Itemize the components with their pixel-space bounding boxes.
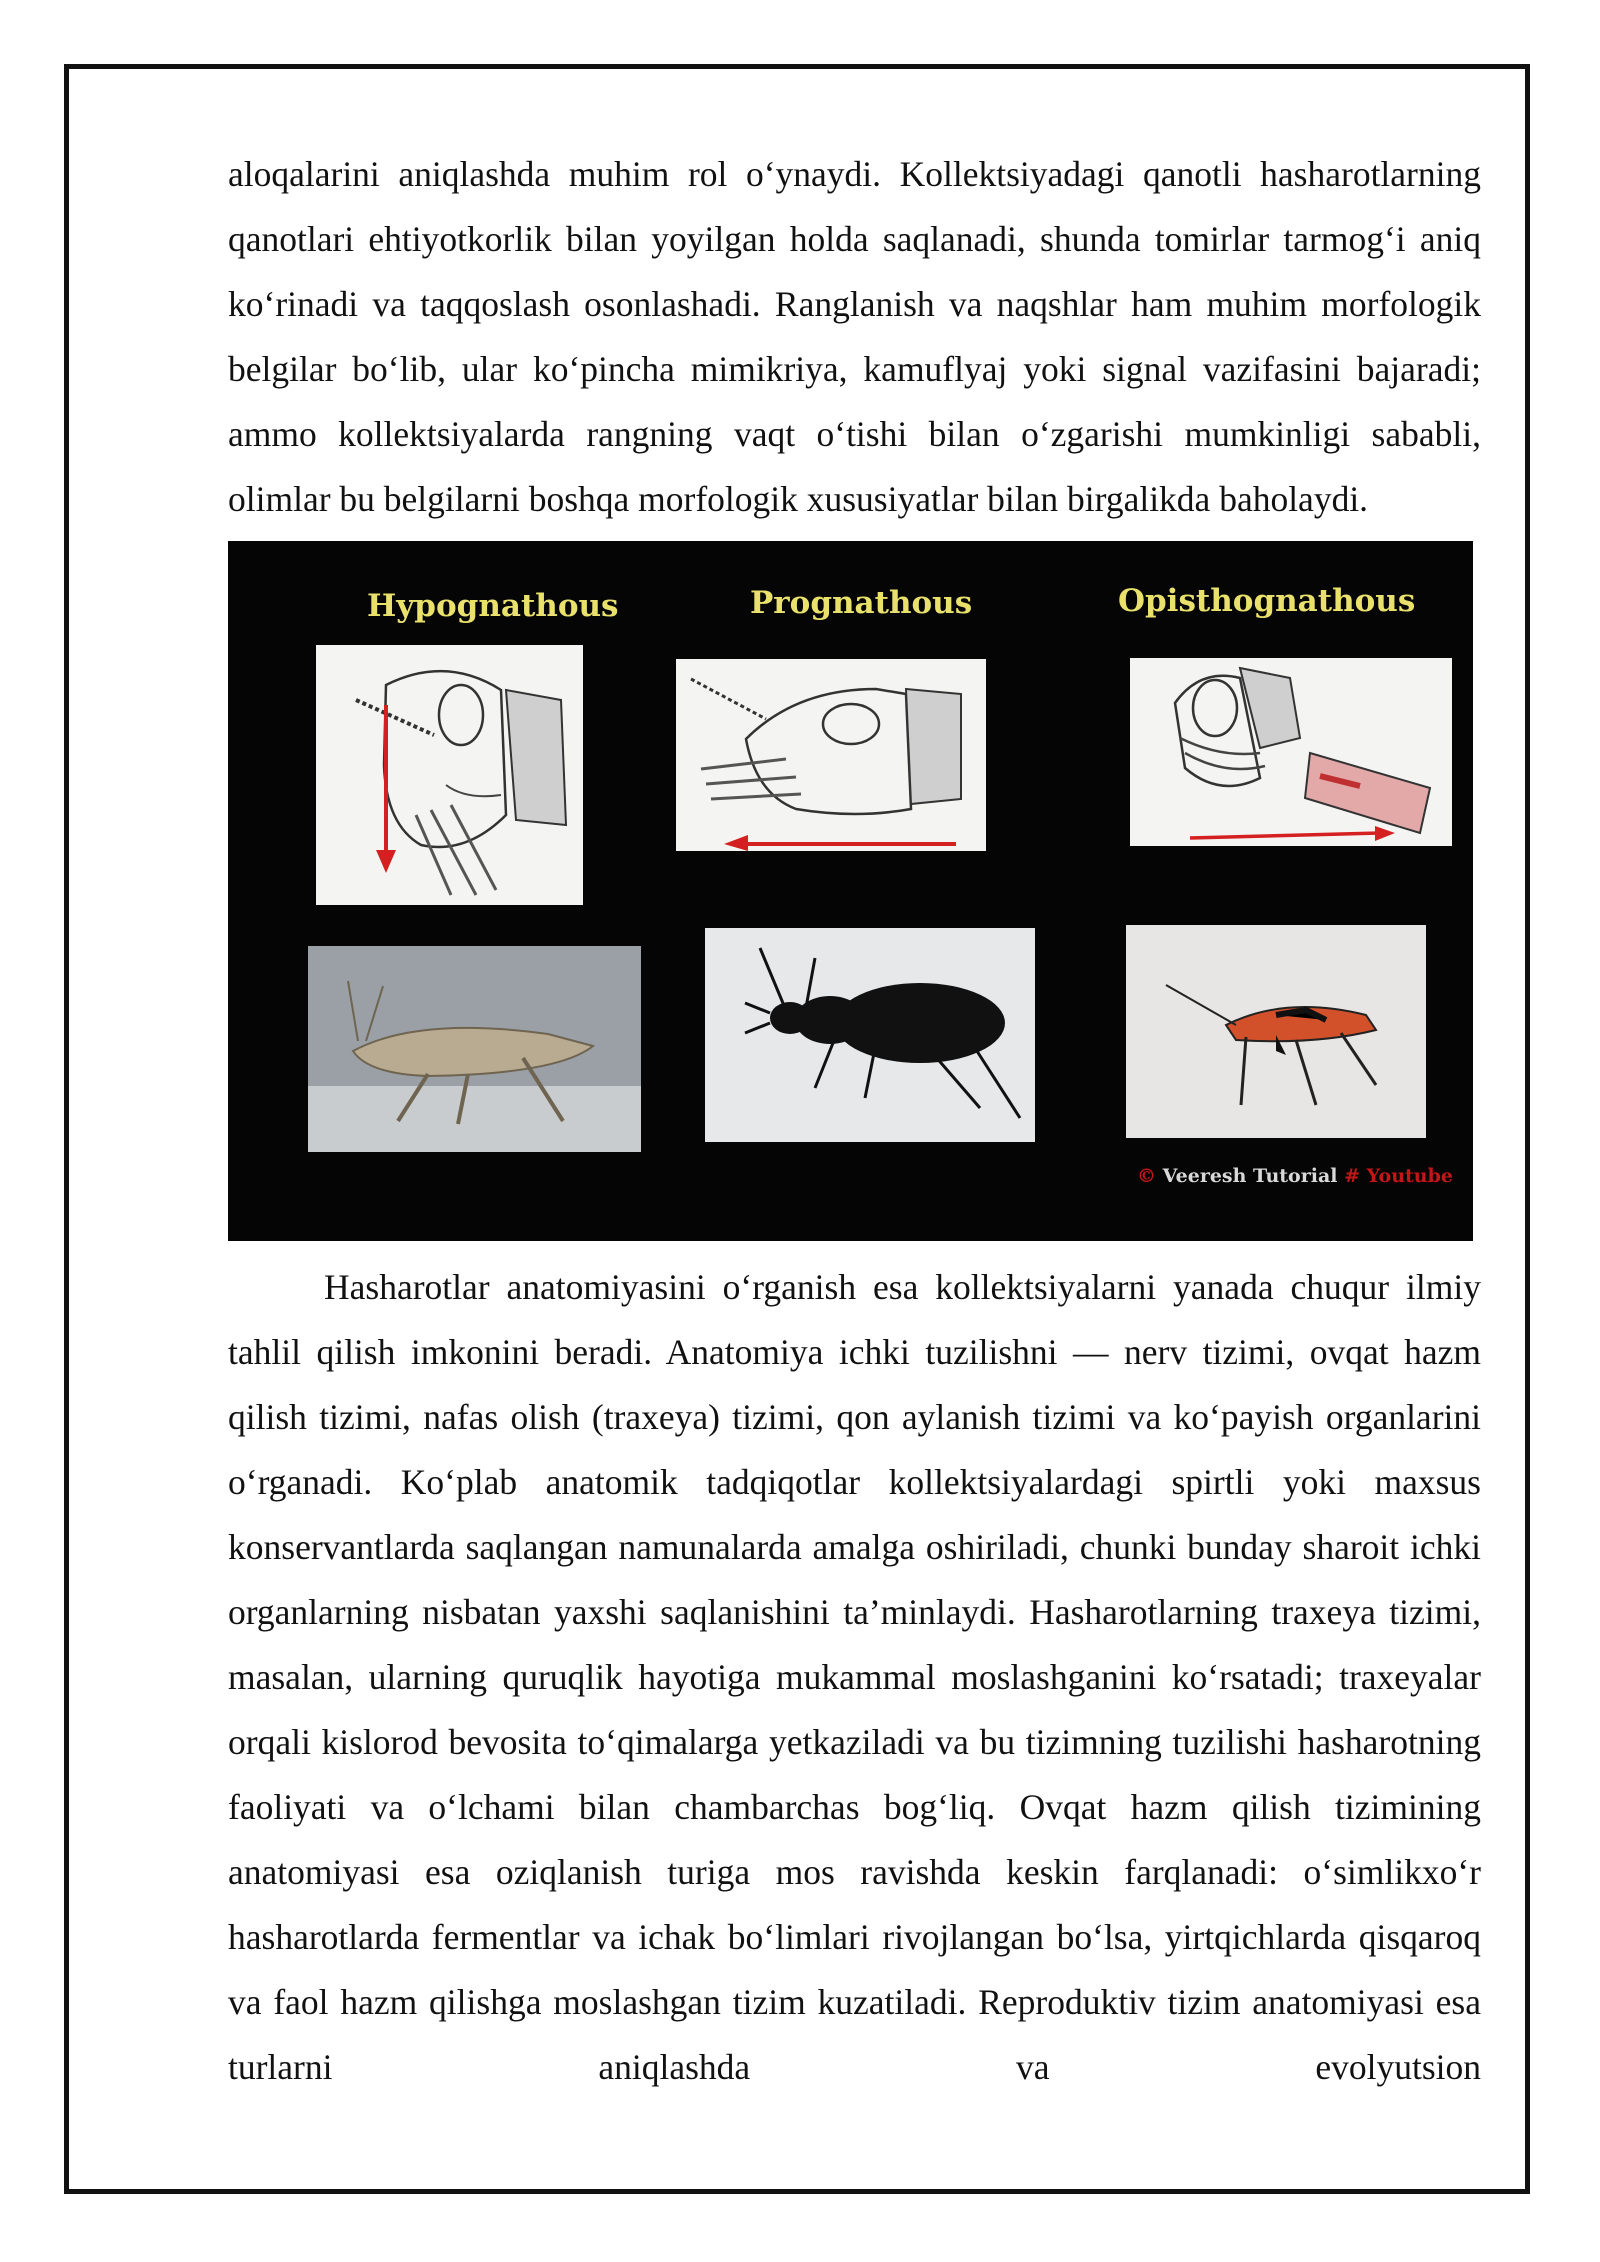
beetle-image [705, 928, 1035, 1142]
hypognathous-diagram [316, 645, 583, 905]
opisthognathous-diagram [1130, 658, 1452, 846]
beetle-photo [705, 928, 1035, 1142]
grasshopper-photo [308, 946, 641, 1152]
hypognathous-head-drawing [316, 645, 583, 905]
opisthognathous-head-drawing [1130, 658, 1452, 846]
heading-prognathous: Prognathous [750, 585, 973, 621]
heading-opisthognathous: Opisthognathous [1118, 583, 1416, 619]
assassin-bug-photo [1126, 925, 1426, 1138]
grasshopper-image [308, 946, 641, 1152]
heading-hypognathous: Hypognathous [367, 588, 619, 624]
prognathous-diagram [676, 659, 986, 851]
paragraph-top: aloqalarini aniqlashda muhim rol o‘ynaydi. Kollektsiyadagi qanotli hasharotlarning qanotlari ehtiyotkorlik bilan yoyilgan holda saqlanadi, shunda tomirlar tarmog‘i aniq ko‘rinadi va taqqoslash osonlashadi. Ranglanish va naqshlar ham muhim morfologik belgilar bo‘lib, ular ko‘pincha mimikriya, kamuflyaj yoki signal vazifasini bajaradi; ammo kollektsiyalarda rangning vaqt o‘tishi bilan o‘zgarishi mumkinligi sababli, olimlar bu belgilarni boshqa morfologik xususiyatlar bilan birgalikda baholaydi. [228, 154, 1481, 519]
paragraph-bottom: Hasharotlar anatomiyasini o‘rganish esa kollektsiyalarni yanada chuqur ilmiy tahlil qilish imkonini beradi. Anatomiya ichki tuzilishni — nerv tizimi, ovqat hazm qilish tizimi, nafas olish (traxeya) tizimi, qon aylanish tizimi va ko‘payish organlarini o‘rganadi. Ko‘plab anatomik tadqiqotlar kollektsiyalardagi spirtli yoki maxsus konservantlarda saqlangan namunalarda amalga oshiriladi, chunki bunday sharoit ichki organlarning nisbatan yaxshi saqlanishini ta’minlaydi. Hasharotlarning traxeya tizimi, masalan, ularning quruqlik hayotiga mukammal moslashganini ko‘rsatadi; traxeyalar orqali kislorod bevosita to‘qimalarga yetkaziladi va bu tizimning tuzilishi hasharotning faoliyati va o‘lchami bilan chambarchas bog‘liq. Ovqat hazm qilish tizimining anatomiyasi esa oziqlanish turiga mos ravishda keskin farqlanadi: o‘simlikxo‘r hasharotlarda fermentlar va ichak bo‘limlari rivojlangan bo‘lsa, yirtqichlarda qisqaroq va faol hazm qilishga moslashgan tizim kuzatiladi. Reproduktiv tizim anatomiyasi esa turlarni aniqlashda va evolyutsion [228, 1267, 1481, 2087]
prognathous-head-drawing [676, 659, 986, 851]
backward-arrow [1190, 833, 1380, 838]
head-orientation-figure [228, 541, 1473, 1241]
figure-watermark: © Veeresh Tutorial # Youtube [1137, 1165, 1453, 1187]
assassin-bug-image [1126, 925, 1426, 1138]
